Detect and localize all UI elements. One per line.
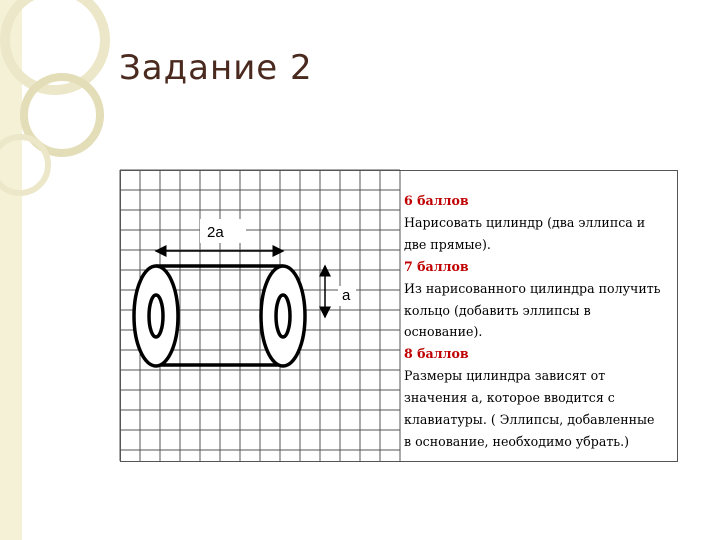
slide-title: Задание 2 <box>119 48 313 88</box>
task-line: Размеры цилиндра зависят от <box>404 368 606 384</box>
points-7: 7 баллов <box>404 258 469 274</box>
task-line: две прямые). <box>404 236 491 252</box>
task-description <box>404 190 678 453</box>
width-label: 2a <box>207 224 224 241</box>
height-label: a <box>342 287 351 304</box>
task-line: Из нарисованного цилиндра получить <box>404 280 661 296</box>
task-line: значения a, которое вводится с <box>404 390 615 406</box>
points-8: 8 баллов <box>404 346 469 362</box>
task-line: основание). <box>404 324 483 340</box>
points-6: 6 баллов <box>404 193 469 208</box>
task-line: клавиатуры. ( Эллипсы, добавленные <box>404 412 655 428</box>
task-line: кольцо (добавить эллипсы в <box>404 302 591 318</box>
left-inner-ellipse <box>149 295 163 337</box>
task-line: в основание, необходимо убрать.) <box>404 433 630 449</box>
right-inner-ellipse <box>276 295 290 337</box>
task-line: Нарисовать цилиндр (два эллипса и <box>404 214 646 230</box>
